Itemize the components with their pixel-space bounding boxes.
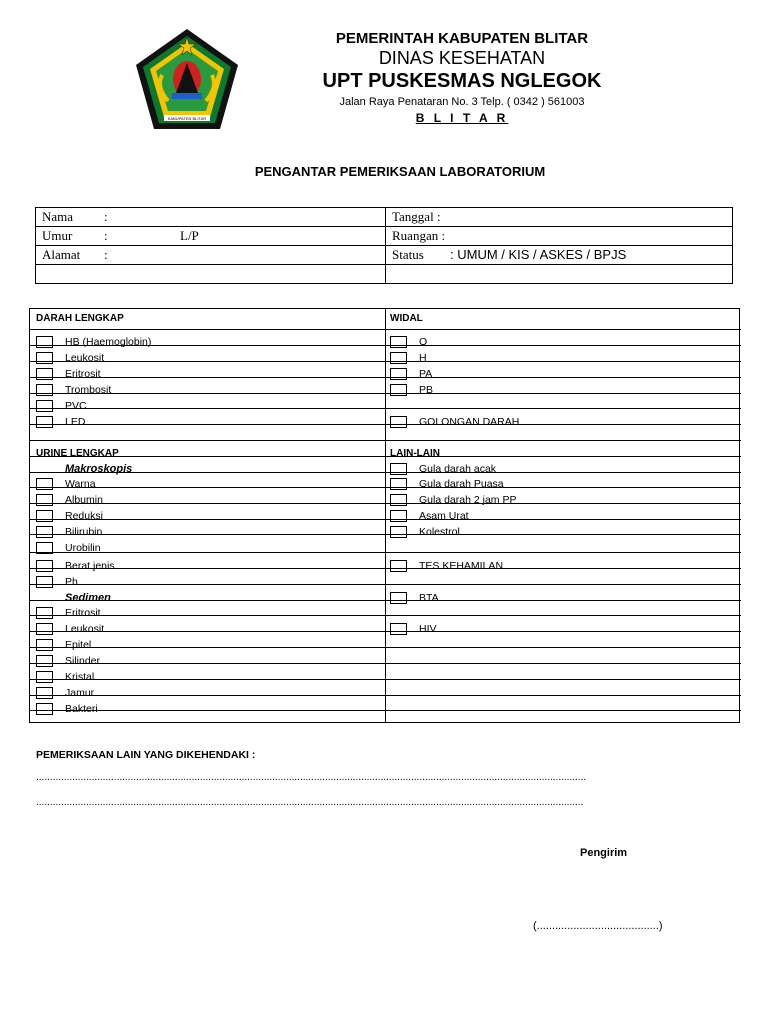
- name-field[interactable]: Nama :: [36, 208, 386, 227]
- item-label: HIV: [419, 623, 437, 635]
- checkbox[interactable]: [36, 623, 53, 635]
- left-item-sedimen: [36, 591, 111, 606]
- row-divider: [30, 424, 741, 425]
- checkbox[interactable]: [36, 542, 53, 554]
- row-divider: [30, 472, 741, 473]
- item-label: GOLONGAN DARAH: [419, 416, 520, 428]
- extra-field[interactable]: [386, 265, 733, 284]
- extra-field[interactable]: [36, 265, 386, 284]
- checkbox[interactable]: [36, 400, 53, 412]
- address-field[interactable]: Alamat :: [36, 246, 386, 265]
- checkbox[interactable]: [390, 463, 407, 475]
- row-divider: [30, 552, 741, 553]
- checkbox[interactable]: [36, 352, 53, 364]
- item-label: Kolestrol: [419, 526, 460, 538]
- checkbox[interactable]: [36, 607, 53, 619]
- other-tests-line-1[interactable]: ......................................................................................................................................................................................................: [36, 772, 587, 783]
- left-item-leukosit[interactable]: [36, 351, 104, 366]
- status-field[interactable]: Status : UMUM / KIS / ASKES / BPJS: [386, 246, 733, 265]
- checkbox[interactable]: [36, 384, 53, 396]
- left-item-epitel[interactable]: [36, 638, 91, 653]
- left-item-pvc[interactable]: [36, 399, 87, 414]
- left-item-trombosit[interactable]: [36, 383, 111, 398]
- item-label: HB (Haemoglobin): [65, 336, 152, 348]
- patient-info-table: [35, 207, 733, 284]
- left-item-reduksi[interactable]: [36, 509, 103, 524]
- checkbox[interactable]: [390, 560, 407, 572]
- checkbox[interactable]: [36, 560, 53, 572]
- item-label: Gula darah Puasa: [419, 478, 504, 490]
- right-item-golongan-darah[interactable]: [390, 415, 519, 430]
- left-item-eritrosit[interactable]: [36, 367, 101, 382]
- room-field[interactable]: Ruangan :: [386, 227, 733, 246]
- item-label: Berat jenis: [65, 560, 115, 572]
- item-label: Urobilin: [65, 542, 101, 554]
- item-label: Reduksi: [65, 510, 103, 522]
- other-tests-line-2[interactable]: .....................................................................................................................................................................................................: [36, 797, 584, 808]
- department-name: DINAS KESEHATAN: [378, 48, 546, 68]
- row-divider: [30, 503, 741, 504]
- column-divider: [385, 309, 386, 722]
- address: Jalan Raya Penataran No. 3 Telp. ( 0342 ) 561003: [339, 96, 585, 108]
- government-name: PEMERINTAH KABUPATEN BLITAR: [335, 30, 589, 47]
- row-divider: [30, 408, 741, 409]
- left-item-ph[interactable]: [36, 575, 78, 590]
- left-item-jamur[interactable]: [36, 686, 94, 701]
- row-divider: [30, 679, 741, 680]
- item-label: Leukosit: [65, 623, 105, 635]
- signature-line[interactable]: (........................................): [533, 920, 663, 932]
- checkbox[interactable]: [36, 655, 53, 667]
- checkbox[interactable]: [36, 478, 53, 490]
- left-item-eritrosit[interactable]: [36, 606, 101, 621]
- item-label: PB: [419, 384, 434, 396]
- right-item-hiv[interactable]: [390, 622, 437, 637]
- left-item-hb-haemoglobin[interactable]: [36, 335, 151, 350]
- item-label: URINE LENGKAP: [36, 448, 119, 459]
- svg-text:KABUPATEN BLITAR: KABUPATEN BLITAR: [167, 116, 207, 121]
- checkbox[interactable]: [390, 336, 407, 348]
- checkbox[interactable]: [36, 416, 53, 428]
- right-section-widal: [390, 311, 423, 326]
- checkbox[interactable]: [36, 576, 53, 588]
- date-field[interactable]: Tanggal :: [386, 208, 733, 227]
- item-label: Leukosit: [65, 352, 105, 364]
- left-item-silinder[interactable]: [36, 654, 100, 669]
- item-label: Kristal: [65, 671, 95, 683]
- left-item-makroskopis: [36, 462, 132, 477]
- item-label: Albumin: [65, 494, 103, 506]
- checkbox[interactable]: [390, 494, 407, 506]
- row-divider: [30, 631, 741, 632]
- item-label: TES KEHAMILAN: [419, 560, 504, 572]
- row-divider: [30, 584, 741, 585]
- checkbox[interactable]: [390, 478, 407, 490]
- left-item-bakteri[interactable]: [36, 702, 98, 717]
- checkbox[interactable]: [390, 592, 407, 604]
- right-item-gula-darah-puasa[interactable]: [390, 477, 504, 492]
- right-item-pb[interactable]: [390, 383, 433, 398]
- right-item-gula-darah-2-jam-pp[interactable]: [390, 493, 516, 508]
- letterhead: [290, 30, 634, 126]
- left-item-leukosit[interactable]: [36, 622, 104, 637]
- checkbox[interactable]: [36, 336, 53, 348]
- right-item-h[interactable]: [390, 351, 427, 366]
- item-label: LED: [65, 416, 86, 428]
- item-label: Bakteri: [65, 703, 98, 715]
- item-label: Asam Urat: [419, 510, 469, 522]
- item-label: Epitel: [65, 639, 92, 651]
- row-divider: [30, 695, 741, 696]
- right-item-gula-darah-acak[interactable]: [390, 462, 496, 477]
- row-divider: [30, 487, 741, 488]
- left-item-kristal[interactable]: [36, 670, 94, 685]
- item-label: Trombosit: [65, 384, 112, 396]
- clinic-name: UPT PUSKESMAS NGLEGOK: [322, 70, 602, 92]
- regency-logo: [134, 27, 240, 131]
- row-divider: [30, 361, 741, 362]
- right-item-o[interactable]: [390, 335, 427, 350]
- checkbox[interactable]: [390, 384, 407, 396]
- right-item-kolestrol[interactable]: [390, 525, 460, 540]
- right-item-tes-kehamilan[interactable]: [390, 559, 503, 574]
- checkbox[interactable]: [36, 526, 53, 538]
- row-divider: [30, 393, 741, 394]
- right-item-bta[interactable]: [390, 591, 439, 606]
- left-item-led[interactable]: [36, 415, 85, 430]
- item-label: Sedimen: [65, 592, 111, 604]
- checkbox[interactable]: [36, 687, 53, 699]
- row-divider: [30, 568, 741, 569]
- item-label: Gula darah acak: [419, 463, 497, 475]
- item-label: Gula darah 2 jam PP: [419, 494, 517, 506]
- left-item-urobilin[interactable]: [36, 541, 101, 556]
- checkbox[interactable]: [36, 703, 53, 715]
- checkbox[interactable]: [390, 623, 407, 635]
- row-divider: [30, 647, 741, 648]
- item-label: Silinder: [65, 655, 101, 667]
- row-divider: [30, 519, 741, 520]
- item-label: PA: [419, 368, 433, 380]
- left-item-bilirubin[interactable]: [36, 525, 102, 540]
- lab-checklist: [29, 308, 740, 723]
- other-tests-label: PEMERIKSAAN LAIN YANG DIKEHENDAKI :: [36, 749, 256, 761]
- city: B L I T A R: [415, 111, 509, 125]
- checkbox[interactable]: [390, 416, 407, 428]
- item-label: BTA: [419, 592, 439, 604]
- row-divider: [30, 377, 741, 378]
- checkbox[interactable]: [36, 368, 53, 380]
- item-label: Jamur: [65, 687, 95, 699]
- row-divider: [30, 534, 741, 535]
- left-section-urine-lengkap: [36, 446, 119, 461]
- checkbox[interactable]: [390, 526, 407, 538]
- form-title: PENGANTAR PEMERIKSAAN LABORATORIUM: [254, 164, 546, 179]
- left-section-darah-lengkap: [36, 311, 124, 326]
- item-label: Ph: [65, 576, 78, 588]
- row-divider: [30, 710, 741, 711]
- checkbox[interactable]: [390, 510, 407, 522]
- item-label: O: [419, 336, 428, 348]
- row-divider: [30, 600, 741, 601]
- row-divider: [30, 329, 741, 330]
- checkbox[interactable]: [390, 368, 407, 380]
- checkbox[interactable]: [390, 352, 407, 364]
- item-label: WIDAL: [390, 313, 423, 324]
- item-label: Eritrosit: [65, 368, 101, 380]
- gender-label: L/P: [180, 228, 199, 243]
- checkbox[interactable]: [36, 510, 53, 522]
- left-item-berat-jenis[interactable]: [36, 559, 115, 574]
- checkbox[interactable]: [36, 639, 53, 651]
- item-label: Warna: [65, 478, 96, 490]
- left-item-albumin[interactable]: [36, 493, 103, 508]
- row-divider: [30, 440, 741, 441]
- right-section-lain-lain: [390, 446, 440, 461]
- item-label: DARAH LENGKAP: [36, 313, 124, 324]
- item-label: PVC: [65, 400, 87, 412]
- row-divider: [30, 663, 741, 664]
- right-item-asam-urat[interactable]: [390, 509, 469, 524]
- row-divider: [30, 456, 741, 457]
- age-field[interactable]: Umur : L/P: [36, 227, 386, 246]
- item-label: Eritrosit: [65, 607, 101, 619]
- row-divider: [30, 615, 741, 616]
- checkbox[interactable]: [36, 671, 53, 683]
- item-label: Makroskopis: [65, 463, 133, 475]
- left-item-warna[interactable]: [36, 477, 96, 492]
- item-label: H: [419, 352, 427, 364]
- checkbox[interactable]: [36, 494, 53, 506]
- sender-label: Pengirim: [580, 847, 628, 859]
- item-label: Bilirubin: [65, 526, 103, 538]
- right-item-pa[interactable]: [390, 367, 432, 382]
- item-label: LAIN-LAIN: [390, 448, 440, 459]
